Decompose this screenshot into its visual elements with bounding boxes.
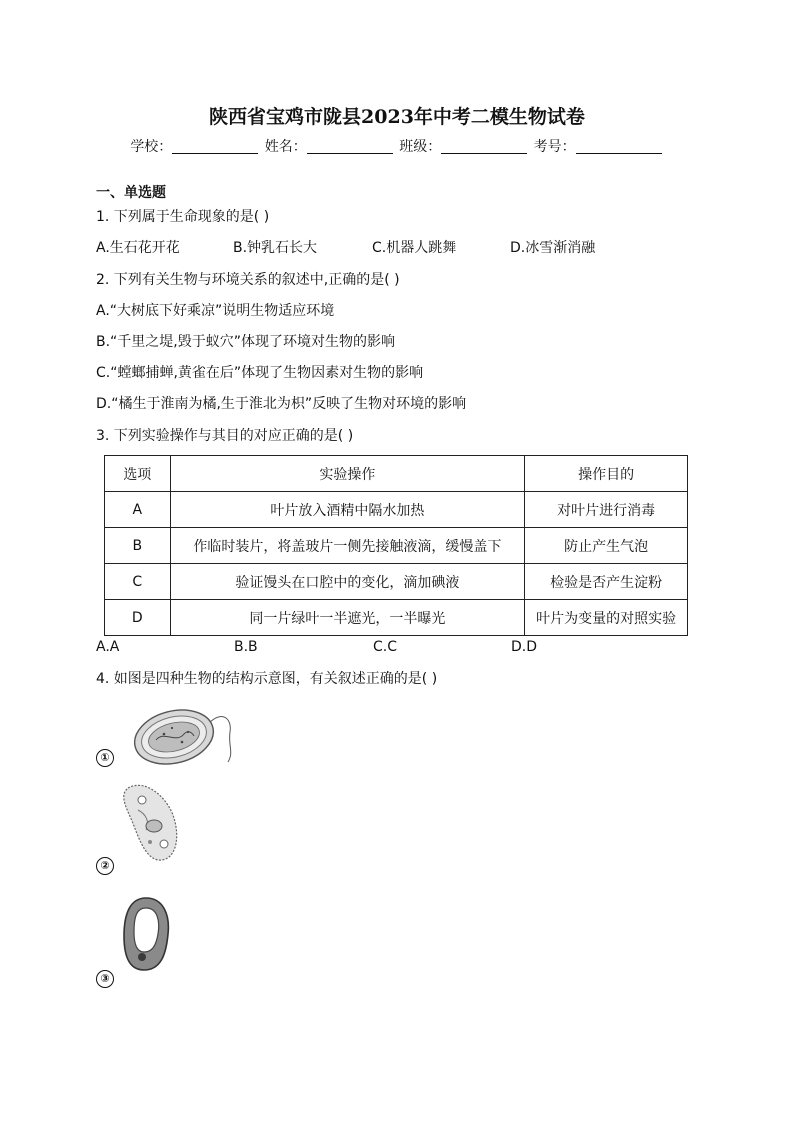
figure-label-2: ② <box>96 857 114 875</box>
q2-option-d: D.“橘生于淮南为橘,生于淮北为枳”反映了生物对环境的影响 <box>96 396 467 412</box>
table-cell: 检验是否产生淀粉 <box>525 564 688 600</box>
name-blank[interactable] <box>307 139 393 154</box>
table-cell: 叶片放入酒精中隔水加热 <box>170 492 525 528</box>
table-header: 选项 <box>105 456 171 492</box>
exam-title: 陕西省宝鸡市陇县2023年中考二模生物试卷 <box>209 106 585 128</box>
figure-label-1: ① <box>96 749 114 767</box>
exam-no-label: 考号： <box>533 139 576 155</box>
question-3-stem: 3. 下列实验操作与其目的对应正确的是( ) <box>96 428 354 444</box>
name-label: 姓名： <box>264 139 307 155</box>
figure-label-3: ③ <box>96 970 114 988</box>
school-blank[interactable] <box>172 139 258 154</box>
q2-option-c: C.“螳螂捕蝉,黄雀在后”体现了生物因素对生物的影响 <box>96 365 424 381</box>
q3-option-b: B.B <box>234 639 258 655</box>
table-row <box>105 492 688 528</box>
table-cell: C <box>105 564 171 600</box>
bacterium-figure <box>124 700 244 775</box>
q2-option-a: A.“大树底下好乘凉”说明生物适应环境 <box>96 303 335 319</box>
table-row <box>105 564 688 600</box>
table-cell: A <box>105 492 171 528</box>
table-cell: 对叶片进行消毒 <box>525 492 688 528</box>
class-blank[interactable] <box>441 139 527 154</box>
paramecium-figure <box>116 780 196 865</box>
q3-option-d: D.D <box>511 639 538 655</box>
class-label: 班级： <box>399 139 442 155</box>
table-header-row <box>105 456 688 492</box>
table-cell: 作临时装片，将盖玻片一侧先接触液滴，缓慢盖下 <box>170 528 525 564</box>
table-row <box>105 528 688 564</box>
table-cell: 叶片为变量的对照实验 <box>525 600 688 636</box>
question-1-stem: 1. 下列属于生命现象的是( ) <box>96 209 270 225</box>
school-label: 学校： <box>130 139 173 155</box>
q1-option-b: B.钟乳石长大 <box>233 240 318 256</box>
question-2-stem: 2. 下列有关生物与环境关系的叙述中,正确的是( ) <box>96 272 400 288</box>
table-row <box>105 600 688 636</box>
q3-option-a: A.A <box>96 639 120 655</box>
table-cell: D <box>105 600 171 636</box>
exam-no-blank[interactable] <box>576 139 662 154</box>
table-cell: 防止产生气泡 <box>525 528 688 564</box>
question-4-stem: 4. 如图是四种生物的结构示意图，有关叙述正确的是( ) <box>96 671 438 687</box>
yeast-cell-figure <box>118 894 174 974</box>
q1-option-c: C.机器人跳舞 <box>372 240 457 256</box>
q1-option-a: A.生石花开花 <box>96 240 180 256</box>
table-cell: 同一片绿叶一半遮光，一半曝光 <box>170 600 525 636</box>
table-cell: B <box>105 528 171 564</box>
table-header: 实验操作 <box>170 456 525 492</box>
table-cell: 验证馒头在口腔中的变化，滴加碘液 <box>170 564 525 600</box>
q1-option-d: D.冰雪渐消融 <box>510 240 596 256</box>
section-heading: 一、单选题 <box>96 185 166 201</box>
table-header: 操作目的 <box>525 456 688 492</box>
q3-option-c: C.C <box>373 639 398 655</box>
q2-option-b: B.“千里之堤,毁于蚁穴”体现了环境对生物的影响 <box>96 334 396 350</box>
experiment-table <box>104 455 688 636</box>
student-info-line <box>0 136 794 156</box>
